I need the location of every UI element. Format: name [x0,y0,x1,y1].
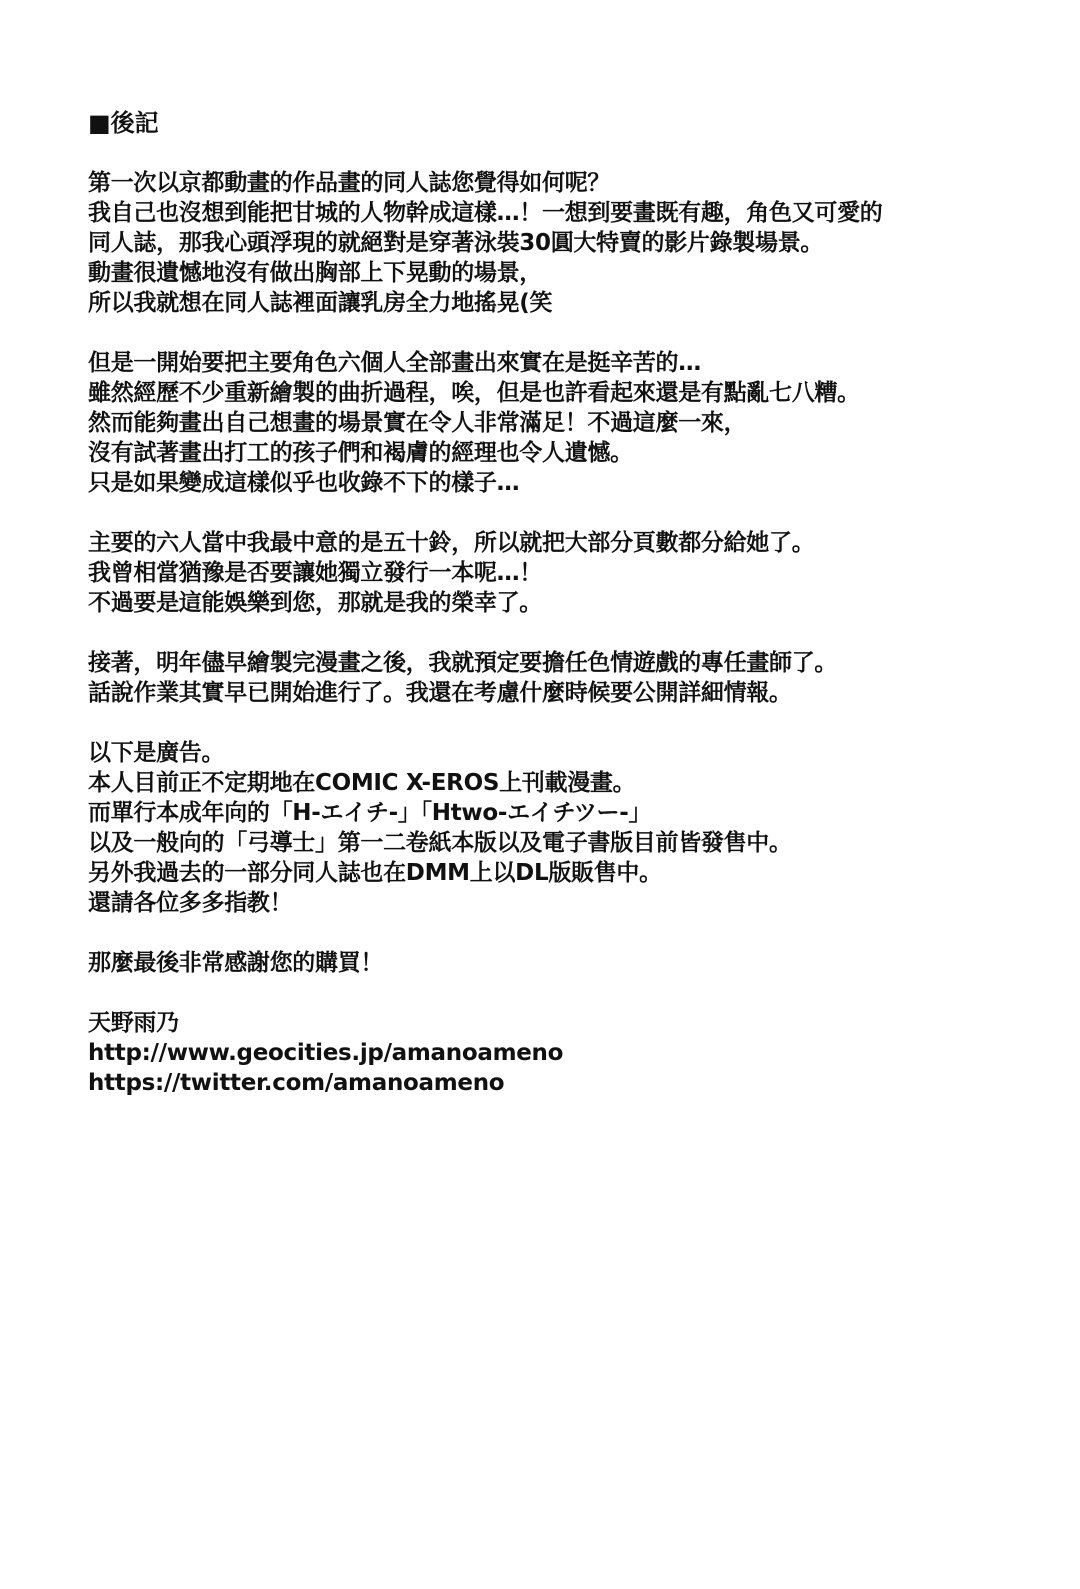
text-line: 沒有試著畫出打工的孩子們和褐膚的經理也令人遺憾。 [88,440,633,466]
afterword-page [88,108,1048,1128]
text-line: 只是如果變成這樣似乎也收錄不下的樣子… [88,470,520,496]
text-line: 主要的六人當中我最中意的是五十鈴，所以就把大部分頁數都分給她了。 [88,530,815,556]
text-line: 然而能夠畫出自己想畫的場景實在令人非常滿足！不過這麼一來， [88,410,747,436]
text-line: 不過要是這能娛樂到您，那就是我的榮幸了。 [88,590,543,616]
signature-block [88,1008,1048,1098]
text-line: 動畫很遺憾地沒有做出胸部上下晃動的場景， [88,260,543,286]
text-line: 而單行本成年向的「H-エイチ-」「Htwo-エイチツー-」 [88,800,652,826]
text-line: 第一次以京都動畫的作品畫的同人誌您覺得如何呢？ [88,170,611,196]
paragraph-2 [88,348,1048,498]
paragraph-3 [88,528,1048,618]
paragraph-6-thanks [88,948,1048,978]
website-url: http://www.geocities.jp/amanoameno [88,1040,564,1066]
paragraph-4 [88,648,1048,708]
paragraph-1 [88,168,1048,318]
paragraph-5-advertisement [88,738,1048,918]
text-line: 那麼最後非常感謝您的購買！ [88,950,384,976]
text-line: 另外我過去的一部分同人誌也在DMM上以DL版販售中。 [88,860,662,886]
author-name: 天野雨乃 [88,1010,179,1036]
text-line: 以及一般向的「弓導士」第一二卷紙本版以及電子書版目前皆發售中。 [88,830,792,856]
twitter-url: https://twitter.com/amanoameno [88,1070,505,1096]
text-line: 接著，明年儘早繪製完漫畫之後，我就預定要擔任色情遊戲的專任畫師了。 [88,650,838,676]
text-line: 雖然經歷不少重新繪製的曲折過程，唉，但是也許看起來還是有點亂七八糟。 [88,380,860,406]
afterword-heading: ■後記 [88,109,159,137]
text-line: 以下是廣告。 [88,740,225,766]
text-line: 還請各位多多指教！ [88,890,293,916]
text-line: 話說作業其實早已開始進行了。我還在考慮什麼時候要公開詳細情報。 [88,680,792,706]
text-line: 但是一開始要把主要角色六個人全部畫出來實在是挺辛苦的… [88,350,701,376]
text-line: 同人誌，那我心頭浮現的就絕對是穿著泳裝30圓大特賣的影片錄製場景。 [88,230,824,256]
text-line: 本人目前正不定期地在COMIC X-EROS上刊載漫畫。 [88,770,636,796]
text-line: 我自己也沒想到能把甘城的人物幹成這樣…！一想到要畫既有趣，角色又可愛的 [88,200,883,226]
text-line: 所以我就想在同人誌裡面讓乳房全力地搖晃(笑 [88,290,553,316]
text-line: 我曾相當猶豫是否要讓她獨立發行一本呢…！ [88,560,543,586]
